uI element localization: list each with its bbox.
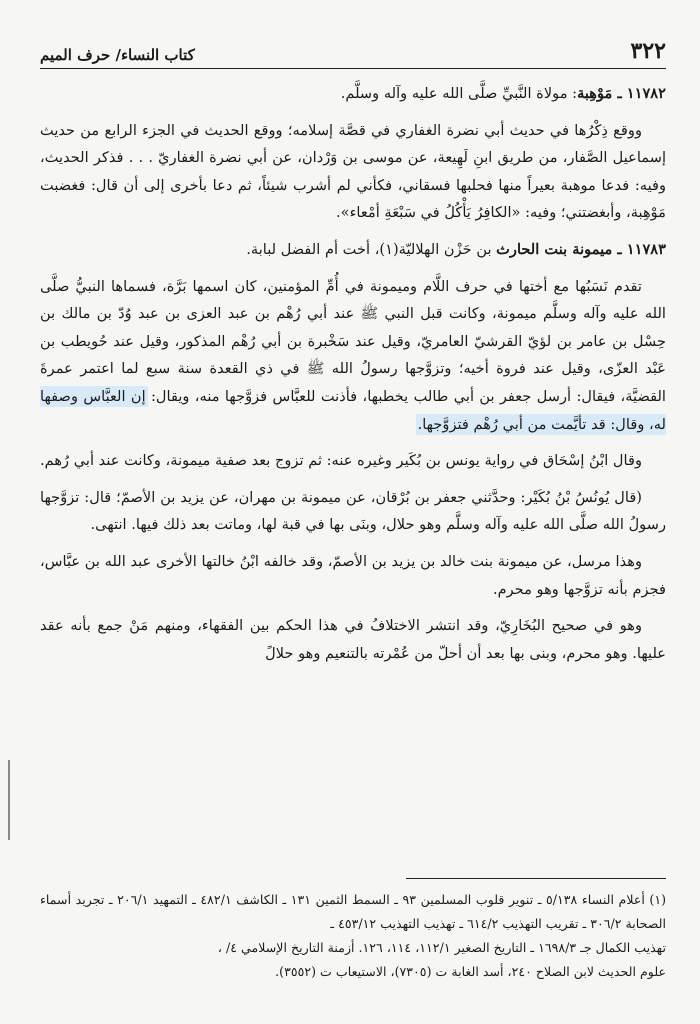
page-edge-mark xyxy=(8,760,10,840)
paragraph: وهذا مرسل، عن ميمونة بنت خالد بن يزيد بن الأصمّ، وقد خالفه ابْنُ خالتها الأخرى عبد الله بن عبَّاس، فجزم بأنه تزوَّجها وهو محرم. xyxy=(40,552,666,598)
highlighted-text: إن العبَّاس وصفها له، وقال: قد تأيَّمت من أبي رُهْم فتزوَّجها. xyxy=(40,387,666,433)
footnotes xyxy=(40,888,666,984)
footnote-line: تهذيب الكمال جـ ١٦٩٨/٣ ـ التاريخ الصغير ١١٢/١، ١١٤، ١٢٦. أزمنة التاريخ الإسلامي ٤/ ، xyxy=(217,940,666,955)
entry-heading: ١١٧٨٢ ـ مَوْهِبة xyxy=(577,85,666,102)
entry-text: بن حَزْن الهلاليّة(١)، أخت أم الفضل لبابة. xyxy=(246,240,497,258)
entry-text: : مولاة النَّبيِّ صلَّى الله عليه وآله وسلَّم. xyxy=(340,85,578,102)
paragraph xyxy=(40,273,666,439)
footnote-line: (١) أعلام النساء ٥/١٣٨ ـ تنوير قلوب المسلمين ٩٣ ـ السمط الثمين ١٣١ ـ الكاشف ٤٨٢/١ ـ التمهيد ٢٠٦/١ ـ تجريد أسماء الصحابة ٣٠٦/٢ ـ تقريب التهذيب ٦١٤/٢ ـ تهذيب التهذيب ٤٥٣/١٢ ـ xyxy=(40,892,667,931)
main-text xyxy=(40,80,666,676)
paragraph-text: تقدم نَسَبُها مع أختها في حرف اللَّام وميمونة في أُمِّ المؤمنين، كان اسمها بَرَّة، فسماها النبيُّ صلَّى الله عليه وآله وسلَّم ميمونة، وكانت قبل النبي ﷺ عند أبي رُهْم بن عبد العزى بن عبد وُدّ بن مالك بن حِسْل بن عامر بن لؤيّ القرشيّ العامريّ، وقيل عند سَخْبرة بن أبي رُهْم المذكور، وقيل عند حُويطب بن عَبْد العزّى، وقيل عند فروة أخيه؛ وتزوَّجها رسولُ الله ﷺ في ذي القعدة سنة سبع لما اعتمر عمرةَ القضيَّة، فيقال: أرسل جعفر بن أبي طالب يخطبها، فأذنت للعبَّاس فزوَّجها منه، ويقال: xyxy=(40,277,666,405)
entry-heading: ١١٧٨٣ ـ ميمونة بنت الحارث xyxy=(496,240,666,258)
running-title: كتاب النساء/ حرف الميم xyxy=(40,46,195,64)
footnote-line: علوم الحديث لابن الصلاح ٢٤٠، أسد الغابة ت (٧٣٠٥)، الاستيعاب ت (٣٥٥٢). xyxy=(275,964,666,979)
paragraph: (قال يُونُسُ بْنُ بُكَيْر: وحدَّثني جعفر بن بُرْقان، عن ميمونة بن مهران، عن يزيد بن الأصمّ؛ قال: تزوَّجها رسولُ الله صلَّى الله عليه وآله وسلَّم وهو حلال، وبنَى بها في قبة لها، وماتت بعد ذلك فيها. انتهى. xyxy=(40,488,666,534)
entry-paragraph xyxy=(40,80,666,108)
page-header xyxy=(40,36,666,69)
entry-paragraph xyxy=(40,236,666,264)
paragraph: ووقع ذِكْرُها في حديث أبي نضرة الغفاري في قصَّة إسلامه؛ ووقع الحديث في الجزء الرابع من حديث إسماعيل الصَّفار، من طريق ابنِ لَهِيعة، عن موسى بن وَرْدان، عن أبي نضرة الغفاريّ . . . فذكر الحديث، وفيه: فدعا موهبة بعيراً منها فحلبها فسقاني، فكأني لم أشرب شيئاً، ثم دعا بأخرى إلى أن قال: فغضبت مَوْهِبة، وأبغضتني؛ وفيه: «الكافِرُ يَأْكُلُ في سَبْعَةِ أمْعاء». xyxy=(40,121,666,222)
footnote-separator xyxy=(406,878,666,879)
page-number: ٣٢٢ xyxy=(630,38,666,64)
paragraph: وقال ابْنُ إسْحَاق في رواية يونس بن بُكَير وغيره عنه: ثم تزوج بعد صفية ميمونة، وكانت عند أبي رُهم. xyxy=(40,452,642,470)
paragraph: وهو في صحيح البُخَارِيّ، وقد انتشر الاختلافُ في هذا الحكم بين الفقهاء، ومنهم مَنْ جمع بأنه عقد عليها. وهو محرم، وبنى بها بعد أن أحلّ من عُمْرته بالتنعيم وهو حلالً xyxy=(40,617,666,662)
